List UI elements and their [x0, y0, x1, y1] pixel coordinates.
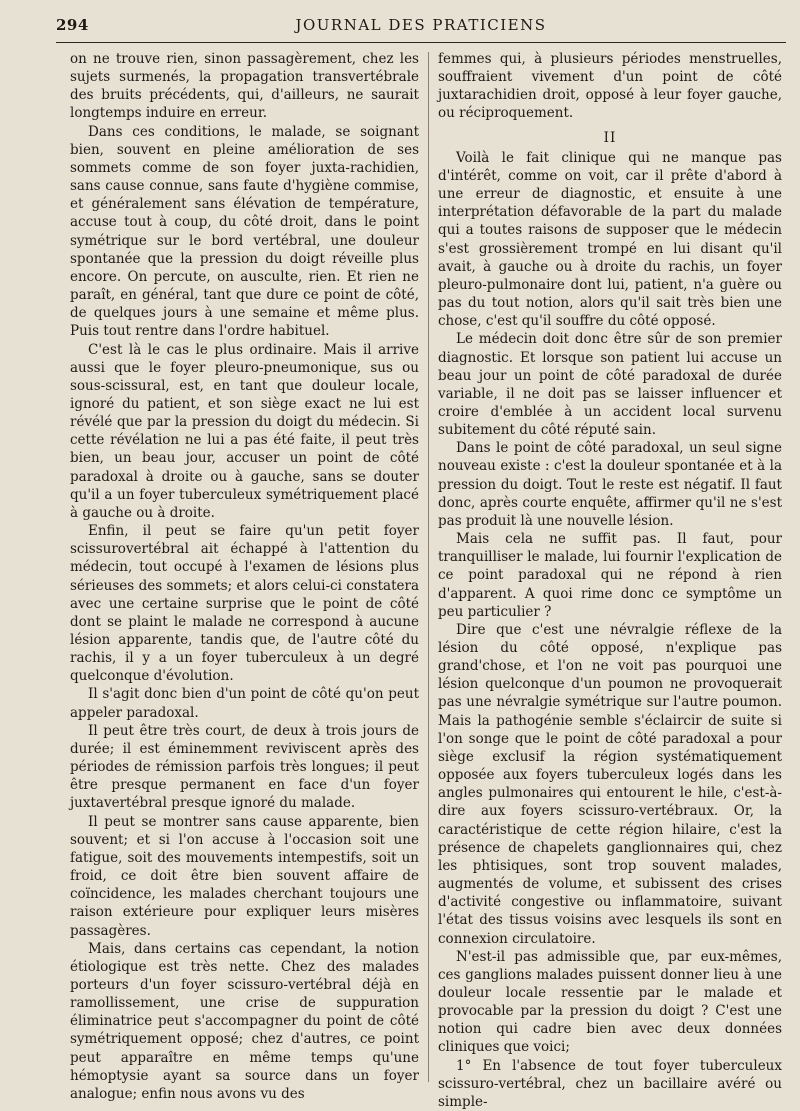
paragraph: 1° En l'absence de tout foyer tuberculeux scissuro-vertébral, chez un bacillaire avéré ou simple-	[438, 1057, 782, 1110]
paragraph: Mais cela ne suffit pas. Il faut, pour tranquilliser le malade, lui fournir l'explication de ce point paradoxal qui ne répond à rien d'apparent. A quoi rime donc ce symptôme un peu particulier ?	[438, 531, 782, 620]
left-column	[70, 50, 419, 1103]
paragraph: Dire que c'est une névralgie réflexe de la lésion du côté opposé, n'explique pas grand'chose, et l'on ne voit pas pourquoi une lésion quelconque d'un poumon ne provoquerait pas une névralgie symétrique sur l'autre poumon. Mais la pathogénie semble s'éclaircir de suite si l'on songe que le point de côté paradoxal a pour siège exclusif la région systématiquement opposée aux foyers tuberculeux logés dans les angles pulmonaires qui entourent le hile, c'est-à-dire aux foyers scissuro-vertébraux. Or, la caractéristique de cette région hilaire, c'est la présence de chapelets ganglionnaires qui, chez les phtisiques, sont trop souvent malades, augmentés de volume, et subissent des crises d'activité congestive ou inflammatoire, suivant l'état des tissus voisins avec lesquels ils sont en connexion circulatoire.	[438, 621, 782, 947]
paragraph: femmes qui, à plusieurs périodes menstruelles, souffraient vivement d'un point de côté juxtarachidien droit, opposé à leur foyer gauche, ou réciproquement.	[438, 51, 782, 122]
running-head	[56, 14, 786, 43]
paragraph: Dans ces conditions, le malade, se soignant bien, souvent en pleine amélioration de ses sommets comme de son foyer juxta-rachidien, sans cause connue, sans faute d'hygiène commise, et généralement sans élévation de température, accuse tout à coup, du côté droit, dans le point symétrique sur le bord vertébral, une douleur spontanée que la pression du doigt réveille plus encore. On percute, on ausculte, rien. Et rien ne paraît, en général, tant que dure ce point de côté, de quelques jours à une semaine et même plus. Puis tout rentre dans l'ordre habituel.	[70, 123, 419, 340]
paragraph: on ne trouve rien, sinon passagèrement, chez les sujets surmenés, la propagation transvertébrale des bruits précédents, qui, d'ailleurs, ne saurait longtemps induire en erreur.	[70, 51, 419, 122]
column-divider	[428, 52, 429, 1082]
journal-title: JOURNAL DES PRATICIENS	[295, 16, 547, 34]
paragraph: Enfin, il peut se faire qu'un petit foyer scissurovertébral ait échappé à l'attention du médecin, tout occupé à l'examen de lésions plus sérieuses des sommets; et alors celui-ci constatera avec une certaine surprise que le point de côté dont se plaint le malade ne correspond à aucune lésion apparente, tandis que, de l'autre côté du rachis, il y a un foyer tuberculeux à un degré quelconque d'évolution.	[70, 523, 419, 685]
paragraph: Dans le point de côté paradoxal, un seul signe nouveau existe : c'est la douleur spontanée et à la pression du doigt. Tout le reste est négatif. Il faut donc, après courte enquête, affirmer qu'il ne s'est pas produit là une nouvelle lésion.	[438, 440, 782, 529]
paragraph: Mais, dans certains cas cependant, la notion étiologique est très nette. Chez des malades porteurs d'un foyer scissuro-vertébral déjà en ramollissement, une crise de suppuration éliminatrice peut s'accompagner du point de côté symétriquement opposé; chez d'autres, ce point peut apparaître en même temps qu'une hémoptysie ayant sa source dans un foyer analogue; enfin nous avons vu des	[70, 940, 419, 1102]
paragraph: Il peut être très court, de deux à trois jours de durée; il est éminemment reviviscent après des périodes de rémission parfois très longues; il peut être presque permanent en face d'un foyer juxtavertébral presque ignoré du malade.	[70, 722, 419, 812]
paragraph: Le médecin doit donc être sûr de son premier diagnostic. Et lorsque son patient lui accuse un beau jour un point de côté paradoxal de durée variable, il ne doit pas se laisser influencer et croire d'emblée à un accident local survenu subitement du côté réputé sain.	[438, 331, 782, 439]
paragraph: Voilà le fait clinique qui ne manque pas d'intérêt, comme on voit, car il prête d'abord à une erreur de diagnostic, et ensuite à une interprétation défavorable de la part du malade qui a toutes raisons de supposer que le médecin s'est grossièrement trompé en lui disant qu'il avait, à gauche ou à droite du rachis, un foyer pleuro-pulmonaire dont lui, patient, n'a guère ou pas du tout notion, alors qu'il sait très bien une chose, c'est qu'il souffre du côté opposé.	[438, 149, 782, 330]
section-numeral: II	[603, 129, 617, 146]
paragraph: N'est-il pas admissible que, par eux-mêmes, ces ganglions malades puissent donner lieu à une douleur locale ressentie par le malade et provocable par la pression du doigt ? C'est une notion qui cadre bien avec deux données cliniques que voici;	[438, 948, 782, 1056]
paragraph: Il s'agit donc bien d'un point de côté qu'on peut appeler paradoxal.	[70, 686, 419, 721]
right-column	[438, 50, 782, 1111]
paragraph: Il peut se montrer sans cause apparente, bien souvent; et si l'on accuse à l'occasion soit une fatigue, soit des mouvements intempestifs, soit un froid, ce doit être bien souvent affaire de coïncidence, les malades cherchant toujours une raison extérieure pour expliquer leurs misères passagères.	[70, 813, 419, 939]
paragraph: C'est là le cas le plus ordinaire. Mais il arrive aussi que le foyer pleuro-pneumonique, sus ou sous-scissural, est, en tant que douleur locale, ignoré du patient, et son siège exact ne lui est révélé que par la pression du doigt du médecin. Si cette révélation ne lui a pas été faite, il peut très bien, un beau jour, accuser un point de côté paradoxal à droite ou à gauche, sans se douter qu'il a un foyer tuberculeux symétriquement placé à gauche ou à droite.	[70, 341, 419, 521]
page-number: 294	[56, 16, 89, 34]
